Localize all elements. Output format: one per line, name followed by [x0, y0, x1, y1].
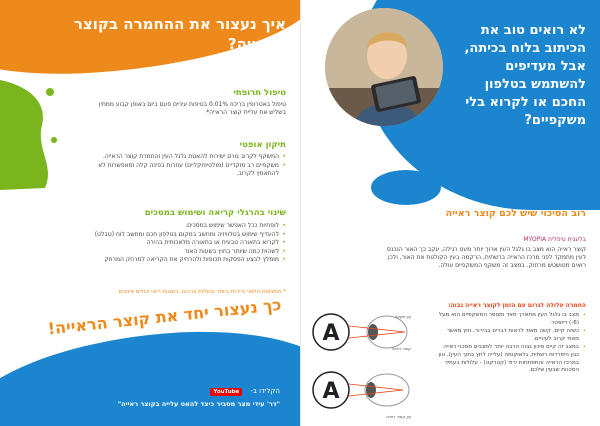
section-heading-habits: שינוי בהרגלי קריאה ושימוש במסכים: [144, 208, 286, 218]
eye-diagram: [305, 310, 413, 422]
left-title: איך נעצור את ההחמרה בקוצר הראייה?: [73, 15, 286, 53]
footnote: * ממצאות הלואי נדירות ביותר ובעלות צרבות, בשונות רואי יכולים אינטים: [118, 289, 286, 295]
eye-label-myopia: קוצר ראייה: [391, 346, 411, 351]
habits-list: [86, 222, 286, 265]
list-item: • לקרוא בתאורה טבעית או בתאורה מלאכותית בהירה: [86, 239, 286, 248]
eye-diagram-bottom: [313, 372, 411, 419]
section-body-medication: טיפול באטרופין בריכוז 0.01% בטיפות עיניים פעם ביום באופן קבוע ממתין בשליש את עליית קוצר הראייה*: [98, 101, 286, 116]
list-item: • מצב בו גלגל העין מתארך מאד ומספר המשקפיים הוא מעל (6-) דיופטר.: [438, 312, 586, 327]
list-item: • משקפיים רב מוקדיים (מולטיפוקליים) עוזרות בפינה קלה ומאפשרות לא להתאמץ לקרוב.: [86, 162, 286, 179]
eye-diagram-top: [313, 314, 411, 351]
right-panel: [300, 0, 600, 426]
section-heading-medication: טיפול תרופתי: [233, 88, 286, 98]
eye-label-myopic-eye: עין קוצר ראייה: [386, 414, 411, 419]
distance-heading: החמרה עלולה לגרום עם הזמן לקוצר ראייה גבוה:: [448, 302, 586, 309]
right-title: לא רואים טוב את הכיתוב בלוח בכיתה, אבל מעדיפים להשתמש בטלפון החכם או לקרוא בלי משקפיים?: [464, 23, 586, 128]
distance-list: [438, 312, 586, 376]
risk-body: קוצר ראייה הוא מצב בו גלגל העין ארוך יותר מעט רגילה, עקב כך האור הנכנס לעין מתמקד לפני מרכז הראייה ברשתית, הרקמה בעין הקולטת את האור, ולכן רואים מטושטש מרחוק. במצב זה משקף המשקפיים עולה.: [386, 246, 586, 269]
list-item: • המשקף לקרוב גורם ישירות להאטת גלגל העין והחמרת קוצר הראייה.: [86, 153, 286, 162]
risk-heading: רוב הסיכוי שיש לכם קוצר ראייה: [445, 208, 586, 219]
list-item: • כשזה קיים, קשה מאוד לראות דברים בבירור, חוץ מאשר מאוד קרוב לעיניים.: [438, 328, 586, 343]
green-splash: [0, 70, 60, 190]
section-heading-optical: תיקון אופטי: [239, 140, 286, 150]
list-item: • במצב זה קיים סיכון גבוה הרבה יותר למצבים מסכני ראייה כגון היפרדות רשתית, גלאוקומה (עלייה לחץ בתוך העין), נוון במרכז הראייה והתפתחות ירוד (קטרקט) - עלולות בעתיד הסכנות שבעין שלכם.: [438, 344, 586, 374]
list-item: • להעדיף שימוש בטלוויזיה ומחשב במקום בטלפון חכם ומחשב לוח (טבלט): [86, 231, 286, 240]
clip-search-text: "דר' עידי מצר מסביר כיצד להאט עלייה בקוצר ראייה": [117, 400, 280, 408]
risk-subheading: בלעגית טיפלית MYOPIA: [523, 236, 586, 243]
eye-label-normal: עין תקינה: [394, 314, 411, 319]
youtube-icon: YouTube: [210, 388, 242, 396]
child-with-tablet-photo: [325, 8, 443, 126]
youtube-clip: [20, 378, 280, 408]
list-item: • לופחיות ככל האפשר שימוש במסכים.: [86, 222, 286, 231]
letter-a-top: A: [322, 321, 340, 346]
clip-label: הקלידו ב-: [250, 387, 280, 395]
blue-splash-drop: [371, 170, 441, 205]
letter-a-bottom: A: [322, 379, 340, 404]
list-item: • לשהות כמה שיותר בחוץ בשעות האור: [86, 248, 286, 257]
slogan-orange: כך נעצור יחד את קוצר הראייה!: [46, 294, 283, 339]
list-item: • מומלץ לבצע הפסקות תכופות ולהרחיק את הקריאה למרחק המרחק: [86, 256, 286, 265]
optical-list: [86, 153, 286, 179]
